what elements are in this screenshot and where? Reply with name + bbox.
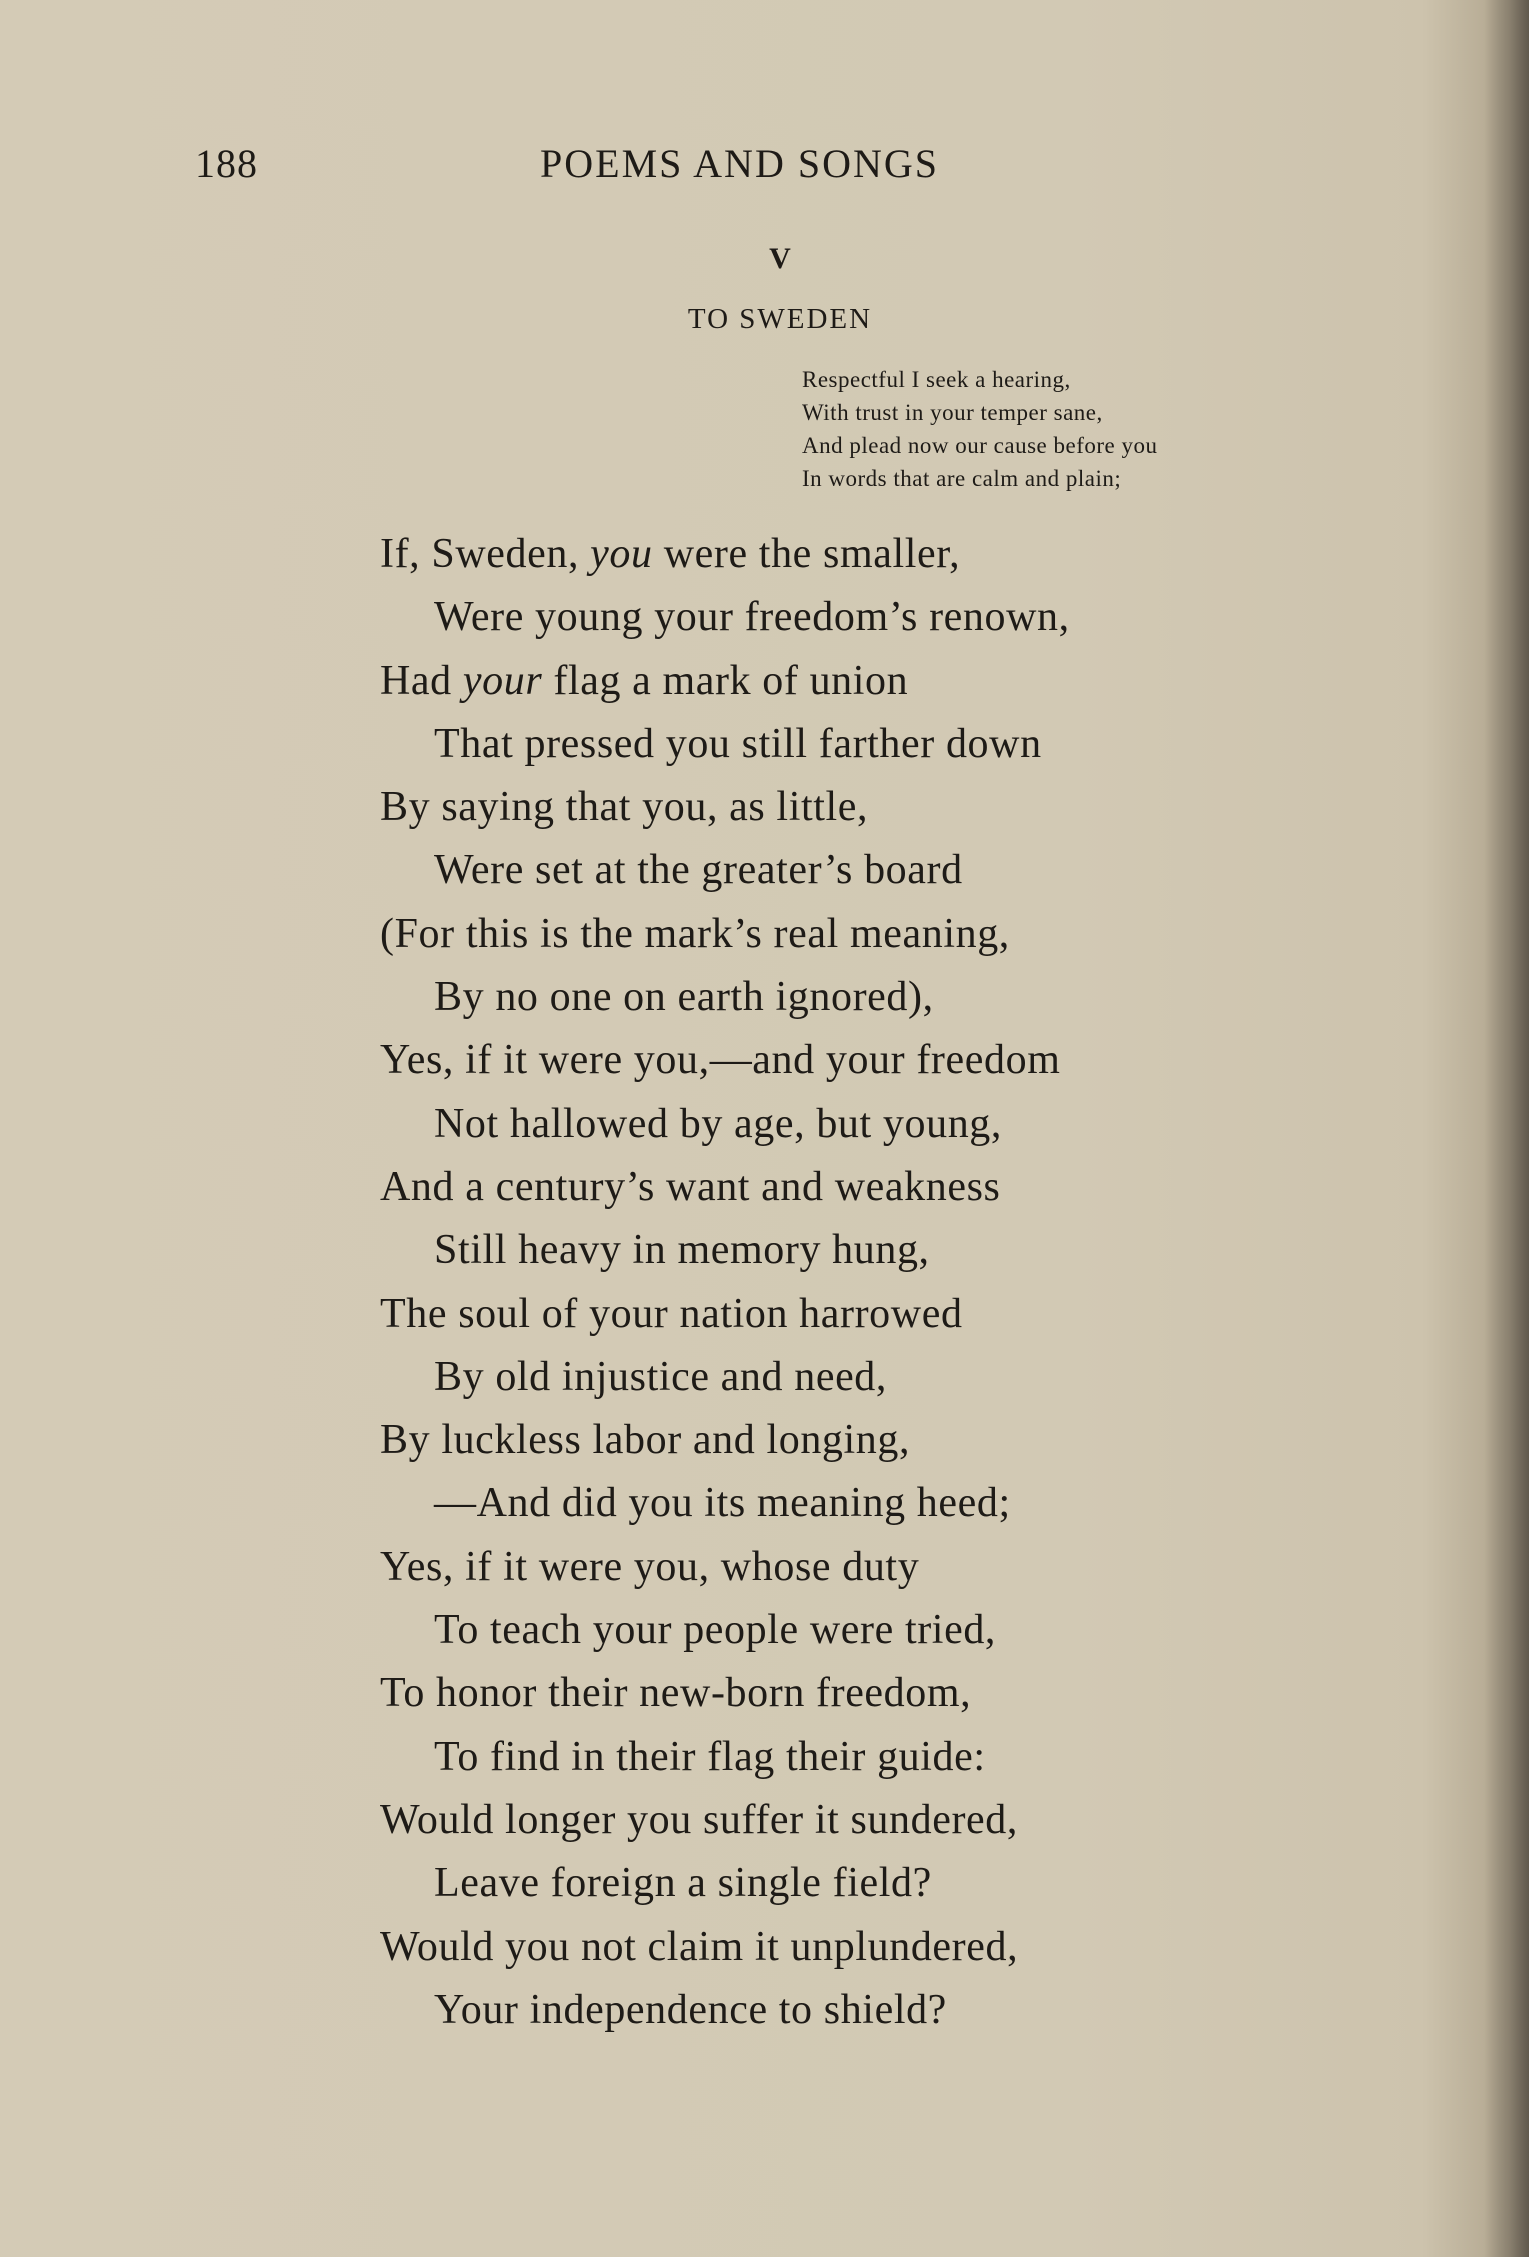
verse-line: To teach your people were tried, [434,1607,997,1654]
section-numeral: V [769,242,791,275]
verse-line: Would you not claim it unplundered, [380,1923,1019,1970]
verse-line [380,523,1380,586]
verse-line: Leave foreign a single field? [434,1860,932,1907]
verse-line: Yes, if it were you,—and your freedom [380,1037,1061,1084]
verse-line: And a century’s want and weakness [380,1163,1001,1210]
emphasis: your [462,657,543,704]
epigraph-line: And plead now our cause before you [802,433,1158,458]
verse-line: Your independence to shield? [434,1986,947,2033]
verse-line: Were young your freedom’s renown, [434,594,1070,641]
verse-line: To find in their flag their guide: [434,1733,986,1780]
verse-text: Had [380,657,463,704]
verse-line: By no one on earth ignored), [434,974,934,1021]
page-number: 188 [195,141,258,186]
verse-line: That pressed you still farther down [434,720,1042,767]
verse-line [380,650,1380,713]
poem-body [380,523,1380,2042]
verse-line: Not hallowed by age, but young, [434,1100,1003,1147]
epigraph-line: In words that are calm and plain; [802,466,1122,491]
verse-line: By old injustice and need, [434,1353,888,1400]
epigraph-line: With trust in your temper sane, [802,400,1103,425]
verse-text: If, Sweden, [380,531,591,577]
page-edge-shadow [1485,0,1529,2257]
verse-line: (For this is the mark’s real meaning, [380,910,1010,957]
verse-line: Would longer you suffer it sundered, [380,1796,1018,1843]
verse-line: By luckless labor and longing, [380,1417,911,1464]
epigraph-line: Respectful I seek a hearing, [802,367,1071,392]
verse-line: To honor their new-born freedom, [380,1670,972,1717]
verse-text: flag a mark of union [542,657,909,704]
verse-text: were the smaller, [652,531,961,577]
verse-line: Yes, if it were you, whose duty [380,1543,920,1590]
running-head: POEMS AND SONGS [540,141,939,186]
emphasis: you [590,531,653,577]
poem-title: TO SWEDEN [687,303,873,335]
verse-line: Still heavy in memory hung, [434,1227,930,1274]
verse-line: The soul of your nation harrowed [380,1290,963,1337]
verse-line: By saying that you, as little, [380,784,869,831]
verse-line: Were set at the greater’s board [434,847,963,894]
verse-line: —And did you its meaning heed; [434,1480,1011,1527]
epigraph [802,363,1322,495]
